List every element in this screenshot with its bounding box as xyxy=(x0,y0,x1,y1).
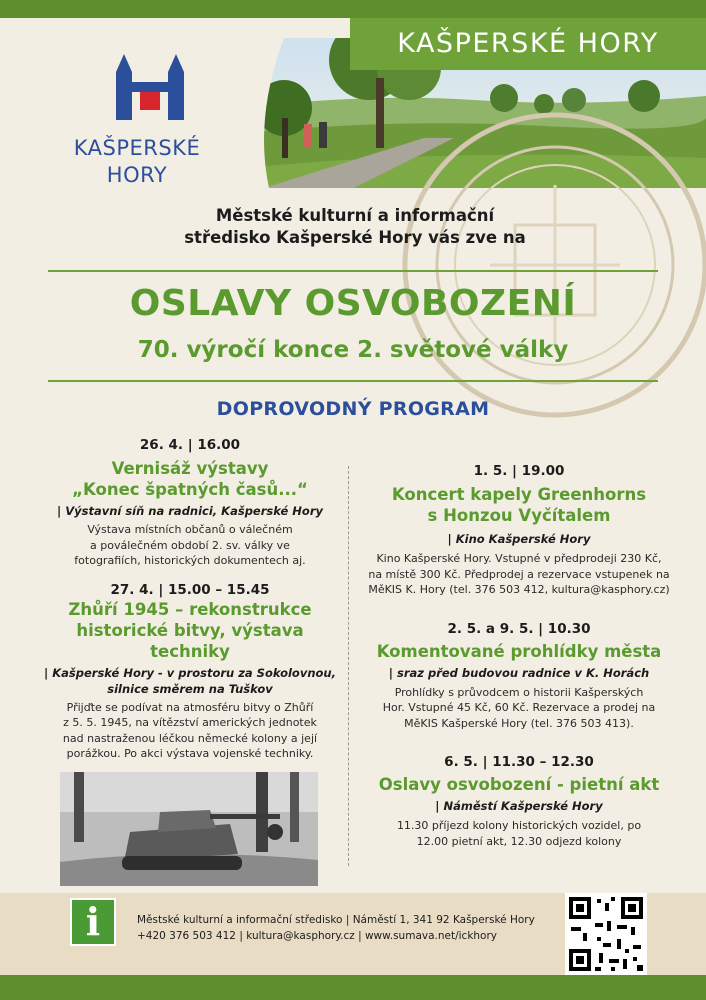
event-prohlidky xyxy=(360,620,678,732)
event-desc-line: Přijďte se podívat na atmosféru bitvy o Zhůří xyxy=(66,700,314,714)
event-zhuri xyxy=(40,581,340,762)
events-left-column xyxy=(40,436,340,762)
event-venue: | Kino Kašperské Hory xyxy=(447,532,591,546)
event-desc-line: porážkou. Po akci výstava vojenské techniky. xyxy=(66,747,314,760)
footer-line-2: +420 376 503 412 | kultura@kasphory.cz | www.sumava.net/ickhory xyxy=(137,930,498,942)
event-date: 1. 5. | 19.00 xyxy=(473,463,565,479)
info-icon: i xyxy=(70,898,116,946)
event-desc-line: nad nastraženou léčkou německé kolony a její xyxy=(62,731,318,745)
event-title-line: historické bitvy, výstava techniky xyxy=(76,620,304,661)
event-desc-line: na místě 300 Kč. Předprodej a rezervace vstupenek na xyxy=(368,567,670,581)
event-desc-line: 11.30 příjezd kolony historických vozidel, po xyxy=(396,819,642,832)
qr-code-icon xyxy=(565,893,647,975)
title-rule-bottom xyxy=(48,380,658,382)
logo-text xyxy=(62,135,212,189)
event-date: 6. 5. | 11.30 – 12.30 xyxy=(444,754,594,770)
event-desc-line: Hor. Vstupné 45 Kč, 60 Kč. Rezervace a prodej na xyxy=(382,701,656,714)
event-title-line: Oslavy osvobození - pietní akt xyxy=(378,775,660,794)
event-venue: | Náměstí Kašperské Hory xyxy=(435,799,603,813)
event-desc-line: MěKIS K. Hory (tel. 376 503 412, kultura@kasphory.cz) xyxy=(368,583,670,596)
event-title-line: Vernisáž výstavy xyxy=(111,459,269,478)
event-desc-line: MěKIS Kašperské Hory (tel. 376 503 413). xyxy=(404,716,634,730)
column-divider xyxy=(348,466,350,866)
event-title-line: Koncert kapely Greenhorns xyxy=(391,485,647,504)
intro-line-2: středisko Kašperské Hory vás zve na xyxy=(184,228,526,247)
logo-line-1: KAŠPERSKÉ xyxy=(73,136,201,160)
event-koncert xyxy=(360,462,678,598)
intro-text xyxy=(150,205,560,249)
logo-line-2: HORY xyxy=(106,163,168,187)
event-date: 26. 4. | 16.00 xyxy=(139,437,241,453)
event-venue: silnice směrem na Tuškov xyxy=(107,681,273,696)
event-desc-line: Kino Kašperské Hory. Vstupné v předprodeji 230 Kč, xyxy=(376,552,662,565)
event-pietni-akt xyxy=(360,753,678,849)
tank-photo xyxy=(60,772,318,886)
event-desc-line: z 5. 5. 1945, na vítězství amerických jednotek xyxy=(63,716,317,729)
bottom-green-band xyxy=(0,975,706,1000)
event-title-line: s Honzou Vyčítalem xyxy=(427,506,611,525)
event-desc-line: Výstava místních občanů o válečném xyxy=(87,523,293,536)
footer-line-1: Městské kulturní a informační středisko | Náměstí 1, 341 92 Kašperské Hory xyxy=(137,914,535,926)
event-venue: | Kašperské Hory - v prostoru za Sokolovnou, xyxy=(44,665,336,680)
event-desc-line: fotografiích, historických dokumentech aj. xyxy=(74,554,306,567)
event-desc-line: Prohlídky s průvodcem o historii Kašperských xyxy=(394,685,644,699)
event-venue: | sraz před budovou radnice v K. Horách xyxy=(388,665,650,680)
main-title: OSLAVY OSVOBOZENÍ xyxy=(129,283,577,324)
event-title-line: Komentované prohlídky města xyxy=(376,641,662,661)
top-green-band xyxy=(0,0,706,18)
subtitle: 70. výročí konce 2. světové války xyxy=(137,337,569,363)
event-date: 2. 5. a 9. 5. | 10.30 xyxy=(447,620,591,637)
event-venue: | Výstavní síň na radnici, Kašperské Hory xyxy=(57,504,323,518)
intro-line-1: Městské kulturní a informační xyxy=(215,206,495,225)
event-title-line: Zhůří 1945 – rekonstrukce xyxy=(68,599,312,619)
title-rule-top xyxy=(48,270,658,272)
footer-contact xyxy=(137,912,557,944)
events-right-column xyxy=(360,462,678,849)
event-desc-line: a poválečném období 2. sv. války ve xyxy=(90,538,290,552)
event-vernisaz xyxy=(40,436,340,569)
event-desc-line: 12.00 pietní akt, 12.30 odjezd kolony xyxy=(416,834,622,848)
program-heading: DOPROVODNÝ PROGRAM xyxy=(216,398,490,420)
seal-watermark xyxy=(395,105,706,425)
event-title-line: „Konec špatných časů...“ xyxy=(72,480,308,499)
event-date: 27. 4. | 15.00 – 15.45 xyxy=(110,581,270,598)
brand-bar: KAŠPERSKÉ HORY xyxy=(350,18,706,70)
